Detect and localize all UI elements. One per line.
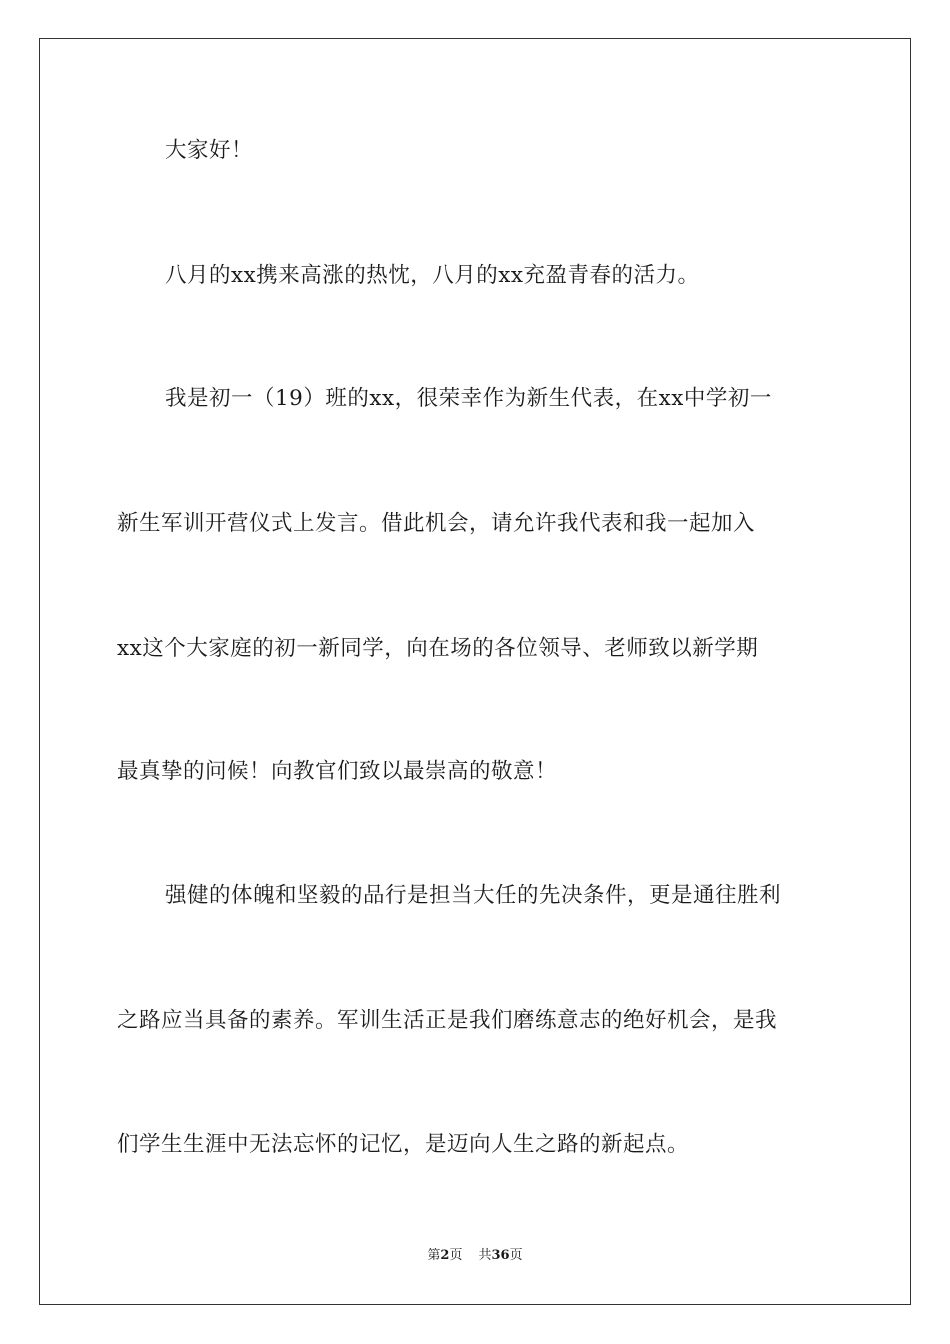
page-border (39, 38, 911, 1305)
paragraph-line: 们学生生涯中无法忘怀的记忆，是迈向人生之路的新起点。 (117, 1132, 690, 1157)
paragraph-line: 强健的体魄和坚毅的品行是担当大任的先决条件，更是通往胜利 (165, 883, 782, 908)
page-prefix: 第 (427, 1248, 441, 1263)
total-pages: 36 (491, 1248, 510, 1263)
paragraph-line: 最真挚的问候！向教官们致以最崇高的敬意！ (117, 759, 558, 784)
total-suffix: 页 (509, 1248, 523, 1263)
paragraph-line: 八月的xx携来高涨的热忱，八月的xx充盈青春的活力。 (165, 263, 700, 288)
page-suffix: 页 (449, 1248, 463, 1263)
paragraph-line: 新生军训开营仪式上发言。借此机会，请允许我代表和我一起加入 (117, 511, 756, 536)
paragraph-line: 之路应当具备的素养。军训生活正是我们磨练意志的绝好机会，是我 (117, 1008, 778, 1033)
page-footer (0, 1247, 950, 1265)
greeting-line: 大家好！ (165, 138, 254, 163)
total-prefix: 共 (478, 1248, 492, 1263)
page-number: 2 (440, 1248, 450, 1263)
paragraph-line: xx这个大家庭的初一新同学，向在场的各位领导、老师致以新学期 (117, 636, 759, 661)
paragraph-line: 我是初一（19）班的xx，很荣幸作为新生代表，在xx中学初一 (165, 386, 772, 411)
